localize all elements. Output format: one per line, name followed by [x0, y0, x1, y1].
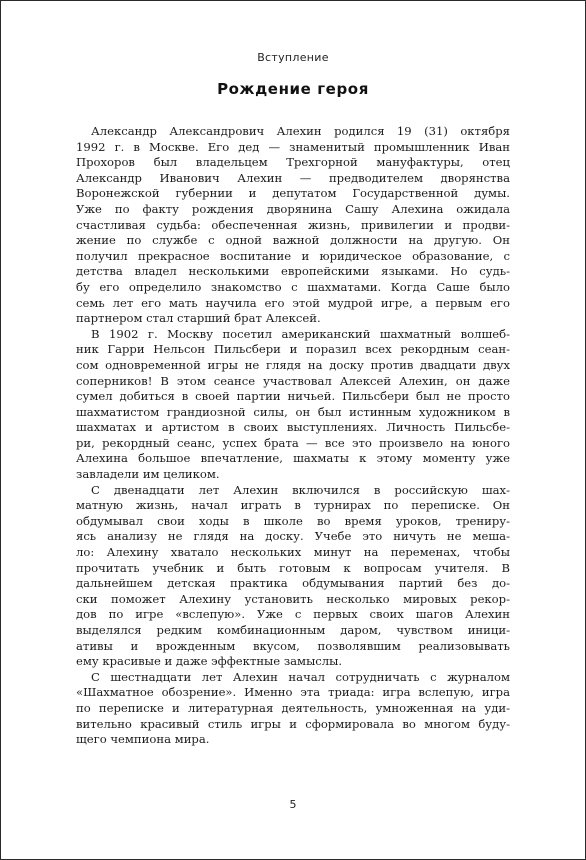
text-line: дов по игре «вслепую». Уже с первых своих шагов Алехин — [76, 607, 510, 622]
text-line: шахматах и артистом в своих выступлениях. Личность Пильсбе- — [76, 420, 510, 435]
paragraph — [76, 327, 510, 483]
body-text — [76, 124, 510, 748]
text-line: ативы и врожденным вкусом, позволявшим реализовывать — [76, 638, 510, 653]
text-line: выделялся редким комбинационным даром, чувством иници- — [76, 623, 510, 637]
text-line: ясь анализу не глядя на доску. Учебе это ничуть не меша- — [76, 529, 510, 544]
text-line: ник Гарри Нельсон Пильсбери и поразил всех рекордным сеан- — [76, 342, 510, 357]
text-line: щего чемпиона мира. — [76, 732, 210, 747]
text-line: С двенадцати лет Алехин включился в российскую шах- — [91, 482, 510, 497]
section-label: Вступление — [257, 51, 329, 64]
paragraph — [76, 483, 510, 670]
text-line: сом одновременной игры не глядя на доску против двадцати двух — [76, 357, 510, 372]
text-line: С шестнадцати лет Алехин начал сотрудничать с журналом — [91, 669, 510, 684]
text-line: обдумывал свои ходы в школе во время уроков, трениру- — [76, 513, 510, 528]
text-line: по переписке и литературная деятельность, умноженная на уди- — [76, 700, 510, 715]
text-line: жение по службе с одной важной должности на другую. Он — [76, 233, 510, 248]
text-line: ски поможет Алехину установить несколько мировых рекор- — [76, 591, 510, 606]
text-line: 1992 г. в Москве. Его дед — знаменитый промышленник Иван — [76, 139, 510, 154]
text-line: партнером стал старший брат Алексей. — [76, 311, 321, 326]
text-line: детства владел несколькими европейскими языками. Но судь- — [76, 264, 510, 279]
text-line: прочитать учебник и быть готовым к вопросам учителя. В — [76, 560, 510, 575]
text-line: ло: Алехину хватало нескольких минут на переменах, чтобы — [76, 545, 510, 560]
text-line: счастливая судьба: обеспеченная жизнь, привилегии и продви- — [76, 217, 510, 232]
text-line: Александр Иванович Алехин — предводителем дворянства — [76, 170, 510, 185]
text-line: Уже по факту рождения дворянина Сашу Алехина ожидала — [76, 201, 510, 216]
chapter-title: Рождение героя — [217, 80, 369, 98]
text-line: завладели им целиком. — [76, 467, 220, 482]
text-line: бу его определило знакомство с шахматами. Когда Саше было — [76, 279, 510, 294]
text-line: получил прекрасное воспитание и юридическое образование, с — [76, 248, 510, 263]
text-line: вительно красивый стиль игры и сформировала во многом буду- — [76, 716, 510, 731]
paragraph — [76, 124, 510, 327]
text-line: сумел добиться в своей партии ничьей. Пильсбери был не просто — [76, 389, 510, 404]
text-line: соперников! В этом сеансе участвовал Алексей Алехин, он даже — [76, 373, 510, 388]
text-line: семь лет его мать научила его этой мудрой игре, а первым его — [76, 295, 510, 310]
text-line: Александр Александрович Алехин родился 19 (31) октября — [91, 124, 510, 138]
text-line: матную жизнь, начал играть в турнирах по переписке. Он — [76, 498, 510, 513]
text-line: ри, рекордный сеанс, успех брата — все это произвело на юного — [76, 435, 510, 450]
text-line: «Шахматное обозрение». Именно эта триада: игра вслепую, игра — [76, 685, 510, 700]
text-line: Прохоров был владельцем Трехгорной мануфактуры, отец — [76, 155, 510, 170]
text-line: ему красивые и даже эффектные замыслы. — [76, 654, 343, 669]
text-line: дальнейшем детская практика обдумывания партий без до- — [76, 576, 510, 591]
text-line: Алехина большое впечатление, шахматы к этому моменту уже — [76, 451, 510, 466]
paragraph — [76, 670, 510, 748]
text-line: шахматистом грандиозной силы, он был истинным художником в — [76, 404, 510, 419]
page-number: 5 — [289, 798, 297, 811]
text-line: Воронежской губернии и депутатом Государственной думы. — [76, 186, 510, 201]
text-line: В 1902 г. Москву посетил американский шахматный волшеб- — [91, 326, 510, 341]
